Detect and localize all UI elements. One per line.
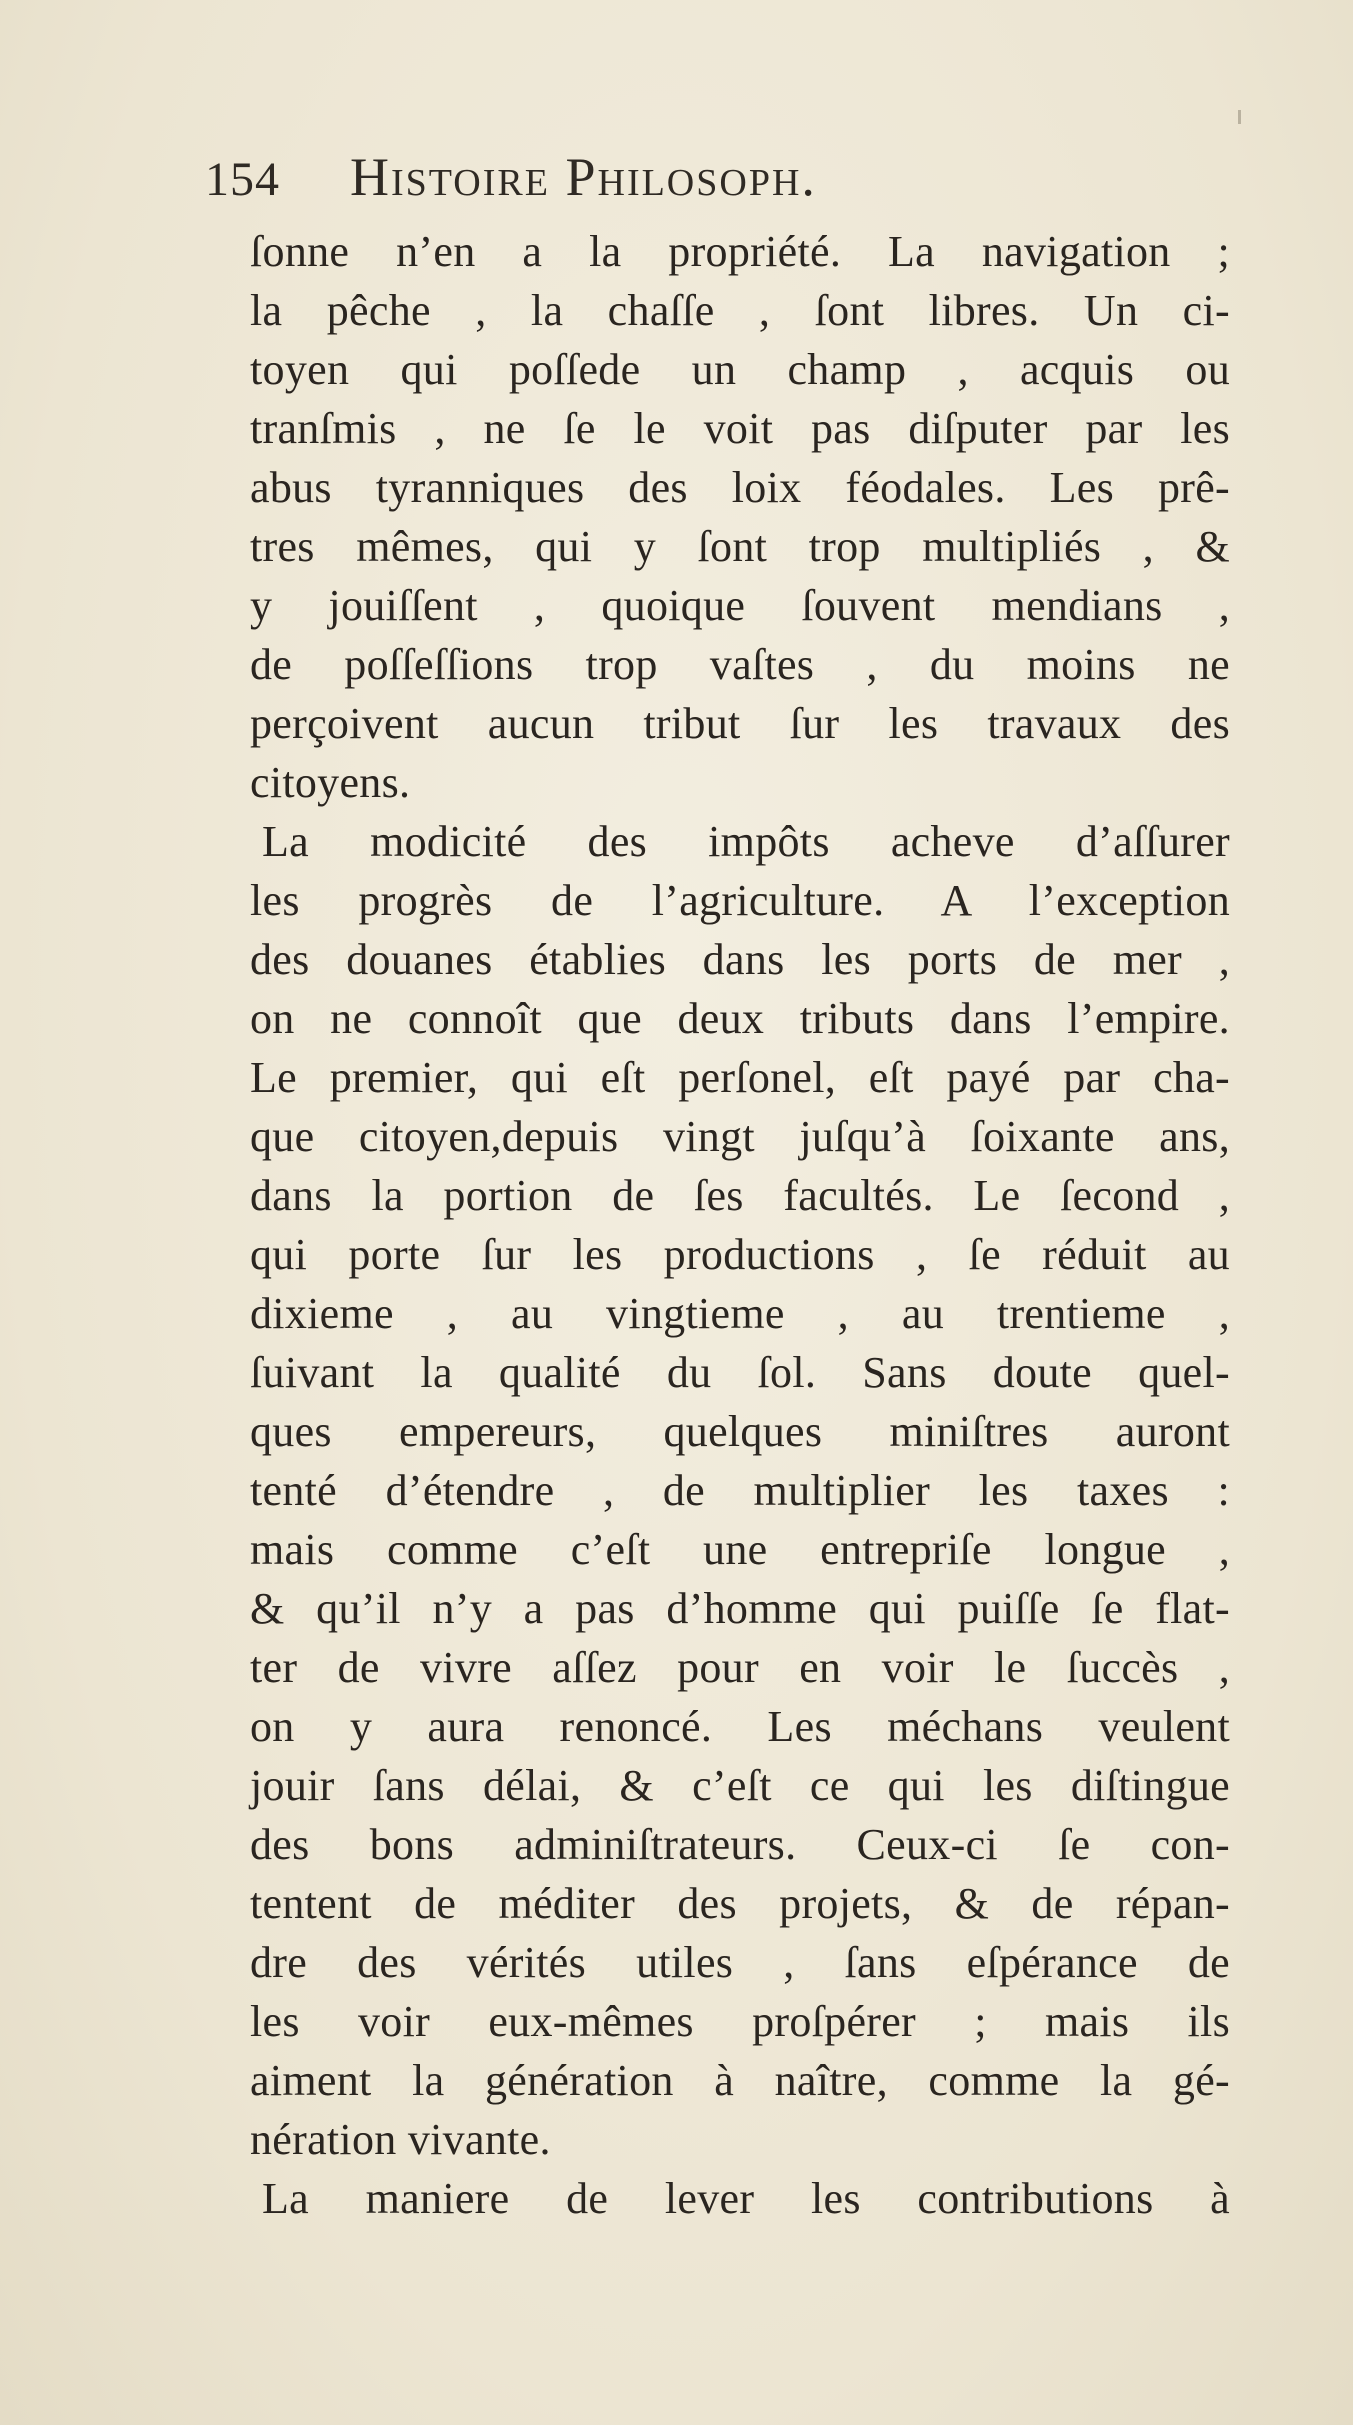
text-line: y jouiſſent , quoique ſouvent mendians , [250, 581, 1230, 630]
text-line: Le premier, qui eſt perſonel, eſt payé par cha- [250, 1053, 1230, 1102]
text-line: des bons adminiſtrateurs. Ceux-ci ſe con- [250, 1820, 1230, 1869]
text-line: tranſmis , ne ſe le voit pas diſputer par les [250, 404, 1230, 453]
text-line: & qu’il n’y a pas d’homme qui puiſſe ſe flat- [250, 1584, 1230, 1633]
text-line: ſuivant la qualité du ſol. Sans doute quel- [250, 1348, 1230, 1397]
text-line: tentent de méditer des projets, & de répan- [250, 1879, 1230, 1928]
paragraph-start-line: La modicité des impôts acheve d’aſſurer [262, 817, 1230, 866]
page-header [205, 146, 1205, 216]
text-line: ſonne n’en a la propriété. La navigation ; [250, 227, 1230, 276]
text-line: la pêche , la chaſſe , ſont libres. Un ci- [250, 286, 1230, 335]
text-line: dre des vérités utiles , ſans eſpérance de [250, 1938, 1230, 1987]
text-line: que citoyen,depuis vingt juſqu’à ſoixante ans, [250, 1112, 1230, 1161]
text-line: abus tyranniques des loix féodales. Les prê- [250, 463, 1230, 512]
text-line: mais comme c’eſt une entrepriſe longue , [250, 1525, 1230, 1574]
text-line: citoyens. [250, 758, 411, 807]
text-line: aiment la génération à naître, comme la gé- [250, 2056, 1230, 2105]
page-number: 154 [205, 153, 280, 206]
text-line: de poſſeſſions trop vaſtes , du moins ne [250, 640, 1230, 689]
text-line: tenté d’étendre , de multiplier les taxes : [250, 1466, 1230, 1515]
text-line: ques empereurs, quelques miniſtres auront [250, 1407, 1230, 1456]
text-line: dixieme , au vingtieme , au trentieme , [250, 1289, 1230, 1338]
text-line: tres mêmes, qui y ſont trop multipliés , & [250, 522, 1230, 571]
body-text [250, 222, 1230, 2228]
text-line: on ne connoît que deux tributs dans l’empire. [250, 994, 1230, 1043]
text-line: nération vivante. [250, 2115, 551, 2164]
running-title: Histoire Philosoph. [350, 147, 817, 207]
text-line: ter de vivre aſſez pour en voir le ſuccès , [250, 1643, 1230, 1692]
page-speck [1238, 110, 1241, 124]
text-line: perçoivent aucun tribut ſur les travaux des [250, 699, 1230, 748]
paragraph-start-line: La maniere de lever les contributions à [262, 2174, 1230, 2223]
text-line: on y aura renoncé. Les méchans veulent [250, 1702, 1230, 1751]
text-line: dans la portion de ſes facultés. Le ſecond , [250, 1171, 1230, 1220]
text-line: qui porte ſur les productions , ſe réduit au [250, 1230, 1230, 1279]
text-line: les progrès de l’agriculture. A l’exception [250, 876, 1230, 925]
text-line: jouir ſans délai, & c’eſt ce qui les diſtingue [250, 1761, 1230, 1810]
text-line: des douanes établies dans les ports de mer , [250, 935, 1230, 984]
text-line: les voir eux-mêmes proſpérer ; mais ils [250, 1997, 1230, 2046]
text-line: toyen qui poſſede un champ , acquis ou [250, 345, 1230, 394]
